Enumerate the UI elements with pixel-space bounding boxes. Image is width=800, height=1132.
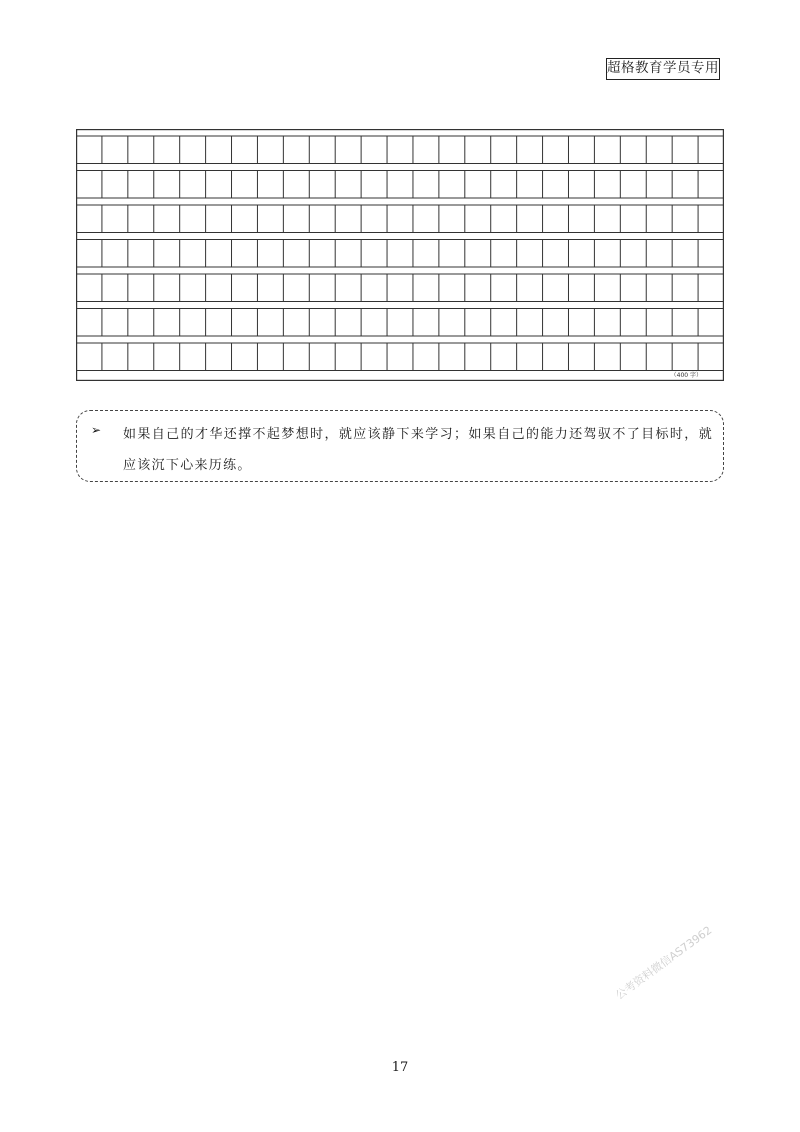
writing-grid-svg	[76, 129, 724, 381]
tip-text: 如果自己的才华还撑不起梦想时，就应该静下来学习；如果自己的能力还驾驭不了目标时，就应该沉下心来历练。	[123, 427, 713, 473]
word-count-label: （400 字）	[670, 372, 702, 379]
page-number: 17	[391, 1060, 409, 1075]
watermark: 公考资料微信AS73962	[613, 923, 715, 1003]
tip-callout	[76, 410, 724, 482]
writing-grid	[76, 129, 724, 381]
header-label: 超格教育学员专用	[606, 58, 720, 80]
arrowhead-bullet-icon: ➢	[91, 423, 102, 437]
